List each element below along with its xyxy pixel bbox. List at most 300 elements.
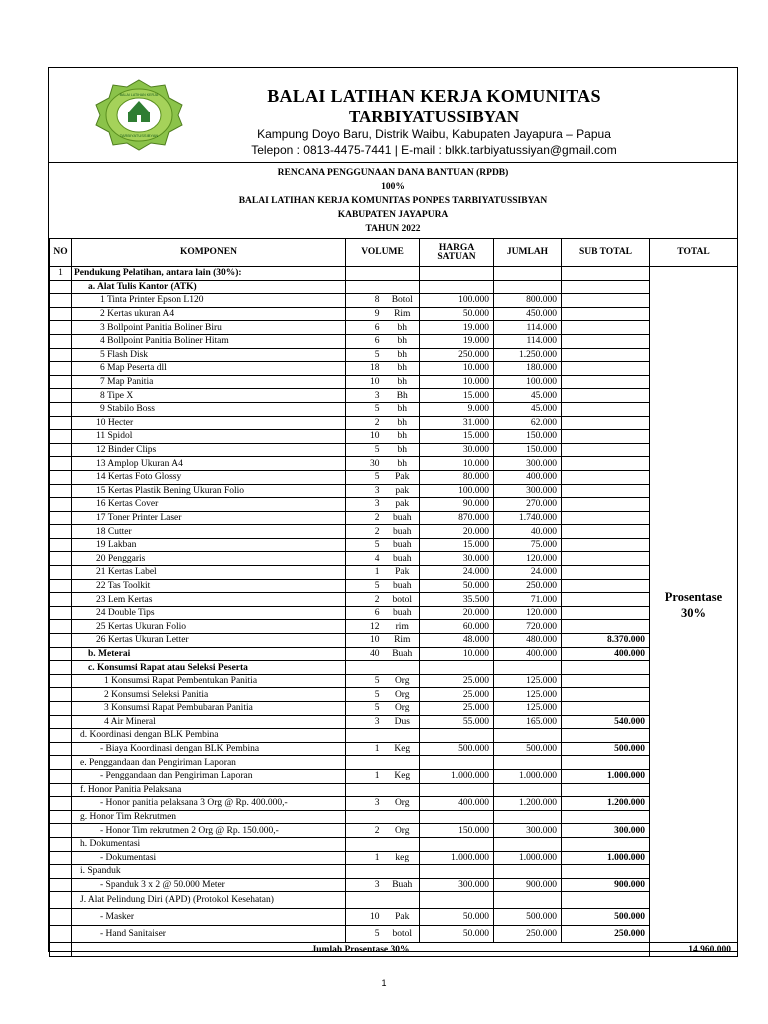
- row-volume-unit: buah: [386, 511, 420, 525]
- table-header-row: [50, 239, 738, 267]
- row-jumlah: [494, 661, 562, 675]
- table-row: [50, 457, 738, 471]
- row-sub-total: [562, 470, 650, 484]
- row-volume-qty: 9: [346, 307, 386, 321]
- row-sub-total: 500.000: [562, 742, 650, 756]
- row-no: [50, 321, 72, 335]
- row-harga-satuan: [420, 810, 494, 824]
- row-jumlah: 300.000: [494, 824, 562, 838]
- row-no: [50, 470, 72, 484]
- row-volume-unit: bh: [386, 348, 420, 362]
- svg-text:TARBIYATUSSIBYAN: TARBIYATUSSIBYAN: [119, 133, 159, 138]
- row-sub-total: [562, 430, 650, 444]
- row-sub-total: [562, 606, 650, 620]
- row-harga-satuan: 1.000.000: [420, 769, 494, 783]
- table-row: [50, 783, 738, 797]
- row-harga-satuan: 9.000: [420, 402, 494, 416]
- row-harga-satuan: 20.000: [420, 525, 494, 539]
- row-volume-unit: Org: [386, 674, 420, 688]
- row-sub-total: [562, 267, 650, 281]
- row-harga-satuan: 20.000: [420, 606, 494, 620]
- table-row: [50, 348, 738, 362]
- row-volume-qty: 3: [346, 498, 386, 512]
- row-volume-qty: 10: [346, 430, 386, 444]
- table-row: [50, 715, 738, 729]
- row-jumlah: 1.250.000: [494, 348, 562, 362]
- row-volume-unit: Pak: [386, 470, 420, 484]
- row-jumlah: 1.000.000: [494, 769, 562, 783]
- row-no: [50, 742, 72, 756]
- table-row: [50, 926, 738, 943]
- row-volume-unit: bh: [386, 362, 420, 376]
- row-harga-satuan: 25.000: [420, 674, 494, 688]
- row-komponen: J. Alat Pelindung Diri (APD) (Protokol Kesehatan): [72, 892, 346, 909]
- row-harga-satuan: [420, 280, 494, 294]
- row-sub-total: [562, 294, 650, 308]
- row-jumlah: [494, 865, 562, 879]
- row-no: [50, 552, 72, 566]
- row-komponen: e. Penggandaan dan Pengiriman Laporan: [72, 756, 346, 770]
- row-komponen: - Biaya Koordinasi dengan BLK Pembina: [72, 742, 346, 756]
- row-volume-qty: 30: [346, 457, 386, 471]
- row-volume-unit: botol: [386, 593, 420, 607]
- row-jumlah: 125.000: [494, 702, 562, 716]
- row-jumlah: [494, 837, 562, 851]
- row-no: [50, 362, 72, 376]
- row-harga-satuan: 80.000: [420, 470, 494, 484]
- row-jumlah: 45.000: [494, 389, 562, 403]
- row-komponen: 2 Konsumsi Seleksi Panitia: [72, 688, 346, 702]
- row-no: [50, 769, 72, 783]
- table-body: [50, 267, 738, 943]
- row-volume-unit: [386, 661, 420, 675]
- row-jumlah: 400.000: [494, 470, 562, 484]
- table-row: [50, 470, 738, 484]
- row-no: [50, 511, 72, 525]
- row-komponen: 26 Kertas Ukuran Letter: [72, 634, 346, 648]
- row-volume-unit: Rim: [386, 307, 420, 321]
- institution-logo: [93, 79, 185, 151]
- row-jumlah: 100.000: [494, 375, 562, 389]
- title-line4: KABUPATEN JAYAPURA: [337, 210, 449, 220]
- row-jumlah: [494, 280, 562, 294]
- row-volume-qty: 6: [346, 606, 386, 620]
- row-volume-qty: 3: [346, 715, 386, 729]
- table-row: [50, 837, 738, 851]
- row-no: [50, 783, 72, 797]
- row-jumlah: [494, 267, 562, 281]
- row-no: [50, 416, 72, 430]
- row-harga-satuan: 31.000: [420, 416, 494, 430]
- row-jumlah: 300.000: [494, 457, 562, 471]
- row-no: [50, 375, 72, 389]
- row-jumlah: 450.000: [494, 307, 562, 321]
- table-row: [50, 375, 738, 389]
- row-volume-qty: 10: [346, 909, 386, 926]
- row-volume-unit: [386, 783, 420, 797]
- table-row: [50, 878, 738, 892]
- row-harga-satuan: 50.000: [420, 307, 494, 321]
- budget-table: [49, 238, 738, 957]
- row-jumlah: 1.200.000: [494, 797, 562, 811]
- row-jumlah: 480.000: [494, 634, 562, 648]
- row-sub-total: [562, 865, 650, 879]
- row-volume-qty: [346, 661, 386, 675]
- row-volume-qty: 18: [346, 362, 386, 376]
- row-no: [50, 702, 72, 716]
- row-no: 1: [50, 267, 72, 281]
- row-komponen: 7 Map Panitia: [72, 375, 346, 389]
- row-komponen: 4 Air Mineral: [72, 715, 346, 729]
- row-volume-unit: Bh: [386, 389, 420, 403]
- row-harga-satuan: [420, 756, 494, 770]
- row-harga-satuan: 150.000: [420, 824, 494, 838]
- row-komponen: - Honor Tim rekrutmen 2 Org @ Rp. 150.000,-: [72, 824, 346, 838]
- row-volume-unit: [386, 810, 420, 824]
- row-volume-unit: [386, 267, 420, 281]
- row-volume-unit: buah: [386, 606, 420, 620]
- row-komponen: b. Meterai: [72, 647, 346, 661]
- row-volume-qty: 5: [346, 674, 386, 688]
- row-sub-total: 500.000: [562, 909, 650, 926]
- row-sub-total: [562, 280, 650, 294]
- row-volume-unit: Buah: [386, 647, 420, 661]
- table-row: [50, 688, 738, 702]
- row-jumlah: 120.000: [494, 606, 562, 620]
- row-jumlah: 720.000: [494, 620, 562, 634]
- col-header-volume: VOLUME: [346, 239, 420, 267]
- table-row: [50, 566, 738, 580]
- row-komponen: - Honor panitia pelaksana 3 Org @ Rp. 400.000,-: [72, 797, 346, 811]
- row-volume-qty: 40: [346, 647, 386, 661]
- row-harga-satuan: 55.000: [420, 715, 494, 729]
- row-no: [50, 280, 72, 294]
- row-no: [50, 579, 72, 593]
- row-komponen: 5 Flash Disk: [72, 348, 346, 362]
- row-no: [50, 688, 72, 702]
- row-no: [50, 498, 72, 512]
- row-volume-unit: bh: [386, 402, 420, 416]
- table-row: [50, 810, 738, 824]
- row-volume-unit: bh: [386, 457, 420, 471]
- table-row: [50, 769, 738, 783]
- table-row: [50, 742, 738, 756]
- row-sub-total: [562, 334, 650, 348]
- row-no: [50, 593, 72, 607]
- row-harga-satuan: 100.000: [420, 484, 494, 498]
- row-harga-satuan: 15.000: [420, 538, 494, 552]
- row-sub-total: [562, 552, 650, 566]
- row-volume-unit: Keg: [386, 742, 420, 756]
- row-jumlah: [494, 810, 562, 824]
- row-sub-total: [562, 674, 650, 688]
- row-komponen: 23 Lem Kertas: [72, 593, 346, 607]
- row-no: [50, 892, 72, 909]
- row-harga-satuan: 250.000: [420, 348, 494, 362]
- row-volume-unit: [386, 280, 420, 294]
- row-no: [50, 661, 72, 675]
- col-header-harga-satuan: [420, 239, 494, 267]
- row-volume-qty: 10: [346, 634, 386, 648]
- row-volume-unit: Org: [386, 797, 420, 811]
- summary-label: Jumlah Prosentase 30%: [72, 943, 650, 957]
- row-harga-satuan: 10.000: [420, 362, 494, 376]
- row-no: [50, 606, 72, 620]
- table-row: [50, 334, 738, 348]
- row-volume-qty: 3: [346, 797, 386, 811]
- row-komponen: i. Spanduk: [72, 865, 346, 879]
- table-row: [50, 892, 738, 909]
- row-sub-total: 540.000: [562, 715, 650, 729]
- row-volume-qty: 12: [346, 620, 386, 634]
- row-harga-satuan: 50.000: [420, 926, 494, 943]
- title-line3: BALAI LATIHAN KERJA KOMUNITAS PONPES TARBIYATUSSIBYAN: [238, 196, 548, 206]
- row-komponen: 22 Tas Toolkit: [72, 579, 346, 593]
- table-row: [50, 729, 738, 743]
- row-harga-satuan: 50.000: [420, 909, 494, 926]
- row-volume-unit: [386, 865, 420, 879]
- row-komponen: 14 Kertas Foto Glossy: [72, 470, 346, 484]
- row-volume-unit: buah: [386, 538, 420, 552]
- row-komponen: 16 Kertas Cover: [72, 498, 346, 512]
- row-volume-qty: 3: [346, 878, 386, 892]
- institution-name-line1: BALAI LATIHAN KERJA KOMUNITAS: [267, 86, 601, 106]
- row-volume-qty: 5: [346, 702, 386, 716]
- row-jumlah: 300.000: [494, 484, 562, 498]
- row-volume-qty: 1: [346, 851, 386, 865]
- row-komponen: 19 Lakban: [72, 538, 346, 552]
- row-volume-qty: 3: [346, 484, 386, 498]
- row-no: [50, 878, 72, 892]
- title-line1: RENCANA PENGGUNAAN DANA BANTUAN (RPDB): [277, 168, 509, 178]
- row-harga-satuan: [420, 865, 494, 879]
- row-sub-total: [562, 593, 650, 607]
- total-label-line1: Prosentase: [664, 589, 723, 604]
- institution-name-line2: TARBIYATUSSIBYAN: [348, 107, 520, 126]
- row-no: [50, 457, 72, 471]
- col-header-harga-line2: SATUAN: [437, 251, 476, 262]
- row-volume-qty: 5: [346, 926, 386, 943]
- row-jumlah: 45.000: [494, 402, 562, 416]
- row-jumlah: [494, 756, 562, 770]
- row-jumlah: 125.000: [494, 688, 562, 702]
- row-volume-unit: bh: [386, 416, 420, 430]
- row-volume-unit: botol: [386, 926, 420, 943]
- row-harga-satuan: 90.000: [420, 498, 494, 512]
- table-row: [50, 661, 738, 675]
- row-volume-qty: 3: [346, 389, 386, 403]
- row-komponen: 25 Kertas Ukuran Folio: [72, 620, 346, 634]
- row-sub-total: [562, 688, 650, 702]
- row-komponen: 24 Double Tips: [72, 606, 346, 620]
- document-frame: [48, 67, 738, 955]
- row-komponen: - Penggandaan dan Pengiriman Laporan: [72, 769, 346, 783]
- row-jumlah: 270.000: [494, 498, 562, 512]
- row-volume-qty: 6: [346, 334, 386, 348]
- row-harga-satuan: 48.000: [420, 634, 494, 648]
- row-no: [50, 389, 72, 403]
- row-jumlah: 114.000: [494, 334, 562, 348]
- row-jumlah: 40.000: [494, 525, 562, 539]
- row-no: [50, 837, 72, 851]
- row-harga-satuan: 10.000: [420, 375, 494, 389]
- row-volume-qty: 1: [346, 742, 386, 756]
- title-line5: TAHUN 2022: [365, 224, 421, 234]
- row-komponen: 1 Konsumsi Rapat Pembentukan Panitia: [72, 674, 346, 688]
- row-sub-total: 1.200.000: [562, 797, 650, 811]
- row-jumlah: 62.000: [494, 416, 562, 430]
- row-sub-total: 1.000.000: [562, 851, 650, 865]
- row-no: [50, 538, 72, 552]
- table-row: [50, 579, 738, 593]
- row-volume-qty: 1: [346, 566, 386, 580]
- row-sub-total: 900.000: [562, 878, 650, 892]
- row-jumlah: 800.000: [494, 294, 562, 308]
- row-sub-total: 1.000.000: [562, 769, 650, 783]
- row-komponen: 8 Tipe X: [72, 389, 346, 403]
- row-volume-unit: bh: [386, 443, 420, 457]
- row-volume-qty: 5: [346, 470, 386, 484]
- row-sub-total: [562, 661, 650, 675]
- table-row: [50, 620, 738, 634]
- row-komponen: d. Koordinasi dengan BLK Pembina: [72, 729, 346, 743]
- row-sub-total: 8.370.000: [562, 634, 650, 648]
- row-sub-total: [562, 402, 650, 416]
- col-header-total: TOTAL: [650, 239, 738, 267]
- row-komponen: 20 Penggaris: [72, 552, 346, 566]
- row-harga-satuan: [420, 837, 494, 851]
- row-jumlah: 180.000: [494, 362, 562, 376]
- row-komponen: a. Alat Tulis Kantor (ATK): [72, 280, 346, 294]
- row-sub-total: [562, 443, 650, 457]
- col-header-jumlah: JUMLAH: [494, 239, 562, 267]
- row-sub-total: [562, 538, 650, 552]
- row-no: [50, 756, 72, 770]
- total-column-cell: [650, 267, 738, 943]
- row-no: [50, 824, 72, 838]
- row-volume-qty: 5: [346, 348, 386, 362]
- summary-no-cell: [50, 943, 72, 957]
- row-volume-unit: bh: [386, 375, 420, 389]
- row-sub-total: [562, 416, 650, 430]
- row-harga-satuan: 400.000: [420, 797, 494, 811]
- row-volume-unit: Dus: [386, 715, 420, 729]
- row-harga-satuan: 50.000: [420, 579, 494, 593]
- table-row: [50, 702, 738, 716]
- table-row: [50, 851, 738, 865]
- table-row: [50, 307, 738, 321]
- row-no: [50, 484, 72, 498]
- row-jumlah: 400.000: [494, 647, 562, 661]
- row-volume-unit: [386, 837, 420, 851]
- row-volume-qty: [346, 865, 386, 879]
- row-volume-qty: [346, 280, 386, 294]
- row-harga-satuan: 35.500: [420, 593, 494, 607]
- row-no: [50, 294, 72, 308]
- row-harga-satuan: 25.000: [420, 702, 494, 716]
- row-volume-qty: 2: [346, 525, 386, 539]
- row-no: [50, 851, 72, 865]
- row-jumlah: 24.000: [494, 566, 562, 580]
- row-no: [50, 634, 72, 648]
- row-volume-qty: [346, 729, 386, 743]
- row-no: [50, 430, 72, 444]
- row-no: [50, 443, 72, 457]
- document-title: [49, 162, 737, 238]
- row-komponen: f. Honor Panitia Pelaksana: [72, 783, 346, 797]
- row-komponen: 12 Binder Clips: [72, 443, 346, 457]
- row-sub-total: [562, 389, 650, 403]
- row-harga-satuan: 1.000.000: [420, 851, 494, 865]
- row-no: [50, 797, 72, 811]
- row-volume-qty: 10: [346, 375, 386, 389]
- row-komponen: 15 Kertas Plastik Bening Ukuran Folio: [72, 484, 346, 498]
- row-jumlah: [494, 892, 562, 909]
- row-volume-unit: buah: [386, 552, 420, 566]
- row-jumlah: 114.000: [494, 321, 562, 335]
- row-sub-total: [562, 525, 650, 539]
- row-volume-qty: 2: [346, 511, 386, 525]
- row-komponen: 2 Kertas ukuran A4: [72, 307, 346, 321]
- row-no: [50, 810, 72, 824]
- row-harga-satuan: 30.000: [420, 552, 494, 566]
- row-volume-unit: Pak: [386, 909, 420, 926]
- row-no: [50, 865, 72, 879]
- institution-contact: Telepon : 0813-4475-7441 | E-mail : blkk.tarbiyatussiyan@gmail.com: [251, 143, 617, 157]
- row-harga-satuan: 19.000: [420, 321, 494, 335]
- row-no: [50, 620, 72, 634]
- row-komponen: 6 Map Peserta dll: [72, 362, 346, 376]
- row-jumlah: 75.000: [494, 538, 562, 552]
- row-volume-unit: Botol: [386, 294, 420, 308]
- table-row: [50, 402, 738, 416]
- table-row: [50, 647, 738, 661]
- row-no: [50, 909, 72, 926]
- row-jumlah: 150.000: [494, 443, 562, 457]
- row-jumlah: 71.000: [494, 593, 562, 607]
- row-harga-satuan: 300.000: [420, 878, 494, 892]
- row-komponen: 11 Spidol: [72, 430, 346, 444]
- row-volume-unit: buah: [386, 579, 420, 593]
- row-volume-qty: 5: [346, 402, 386, 416]
- row-jumlah: 1.000.000: [494, 851, 562, 865]
- row-harga-satuan: 30.000: [420, 443, 494, 457]
- row-sub-total: [562, 783, 650, 797]
- row-komponen: 18 Cutter: [72, 525, 346, 539]
- row-sub-total: [562, 511, 650, 525]
- table-row: [50, 389, 738, 403]
- table-row: [50, 280, 738, 294]
- row-komponen: - Masker: [72, 909, 346, 926]
- row-no: [50, 348, 72, 362]
- row-volume-qty: [346, 810, 386, 824]
- row-harga-satuan: 19.000: [420, 334, 494, 348]
- total-label-line2: 30%: [681, 605, 706, 620]
- table-row: [50, 865, 738, 879]
- table-row: [50, 824, 738, 838]
- row-jumlah: 120.000: [494, 552, 562, 566]
- title-line2: 100%: [381, 182, 405, 192]
- row-sub-total: [562, 810, 650, 824]
- row-volume-qty: 1: [346, 769, 386, 783]
- row-volume-unit: Keg: [386, 769, 420, 783]
- table-row: [50, 362, 738, 376]
- row-komponen: c. Konsumsi Rapat atau Seleksi Peserta: [72, 661, 346, 675]
- row-volume-unit: [386, 756, 420, 770]
- row-harga-satuan: [420, 267, 494, 281]
- row-harga-satuan: 60.000: [420, 620, 494, 634]
- table-row: [50, 484, 738, 498]
